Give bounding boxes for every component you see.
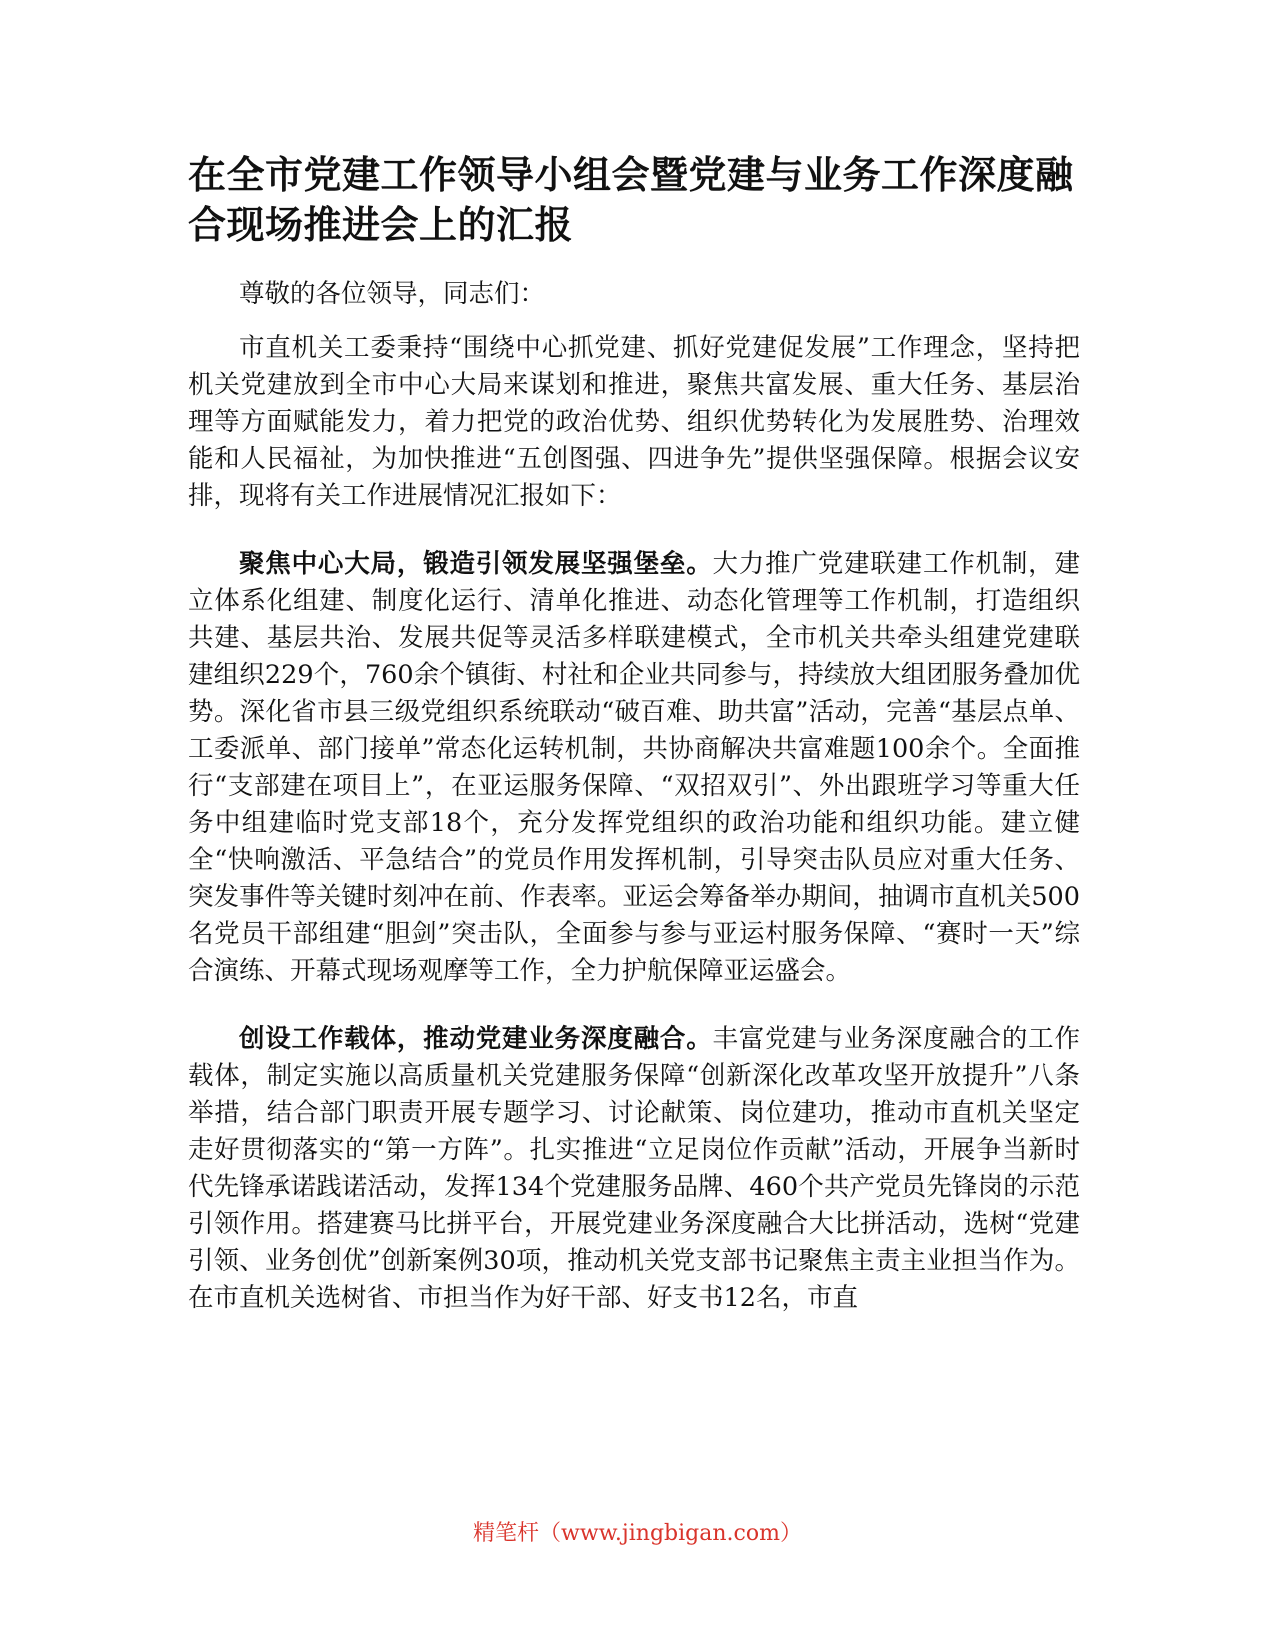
paragraph-intro: [188, 330, 1080, 515]
paragraph-section-1: [188, 546, 1080, 990]
document-content: [188, 150, 1080, 1317]
section-1-body: 大力推广党建联建工作机制，建立体系化组建、制度化运行、清单化推进、动态化管理等工作机制，打造组织共建、基层共治、发展共促等灵活多样联建模式，全市机关共牵头组建党建联建组织229个，760余个镇街、村社和企业共同参与，持续放大组团服务叠加优势。深化省市县三级党组织系统联动“破百难、助共富”活动，完善“基层点单、工委派单、部门接单”常态化运转机制，共协商解决共富难题100余个。全面推行“支部建在项目上”，在亚运服务保障、“双招双引”、外出跟班学习等重大任务中组建临时党支部18个，充分发挥党组织的政治功能和组织功能。建立健全“快响激活、平急结合”的党员作用发挥机制，引导突击队员应对重大任务、突发事件等关键时刻冲在前、作表率。亚运会筹备举办期间，抽调市直机关500名党员干部组建“胆剑”突击队，全面参与参与亚运村服务保障、“赛时一天”综合演练、开幕式现场观摩等工作，全力护航保障亚运盛会。: [188, 549, 1080, 986]
salutation: 尊敬的各位领导，同志们：: [239, 279, 546, 309]
section-1-heading: 聚焦中心大局，锻造引领发展坚强堡垒。: [239, 549, 713, 579]
footer-watermark: 精笔杆（www.jingbigan.com）: [473, 1521, 802, 1546]
section-2-heading: 创设工作载体，推动党建业务深度融合。: [239, 1024, 713, 1054]
section-2-body: 丰富党建与业务深度融合的工作载体，制定实施以高质量机关党建服务保障“创新深化改革攻坚开放提升”八条举措，结合部门职责开展专题学习、讨论献策、岗位建功，推动市直机关坚定走好贯彻落实的“第一方阵”。扎实推进“立足岗位作贡献”活动，开展争当新时代先锋承诺践诺活动，发挥134个党建服务品牌、460个共产党员先锋岗的示范引领作用。搭建赛马比拼平台，开展党建业务深度融合大比拼活动，选树“党建引领、业务创优”创新案例30项，推动机关党支部书记聚焦主责主业担当作为。在市直机关选树省、市担当作为好干部、好支书12名，市直: [188, 1024, 1080, 1313]
paragraph-section-2: [188, 1021, 1080, 1317]
paragraph-intro-body: 市直机关工委秉持“围绕中心抓党建、抓好党建促发展”工作理念，坚持把机关党建放到全市中心大局来谋划和推进，聚焦共富发展、重大任务、基层治理等方面赋能发力，着力把党的政治优势、组织优势转化为发展胜势、治理效能和人民福祉，为加快推进“五创图强、四进争先”提供坚强保障。根据会议安排，现将有关工作进展情况汇报如下：: [188, 333, 1080, 511]
document-title: 在全市党建工作领导小组会暨党建与业务工作深度融合现场推进会上的汇报: [188, 153, 1074, 247]
